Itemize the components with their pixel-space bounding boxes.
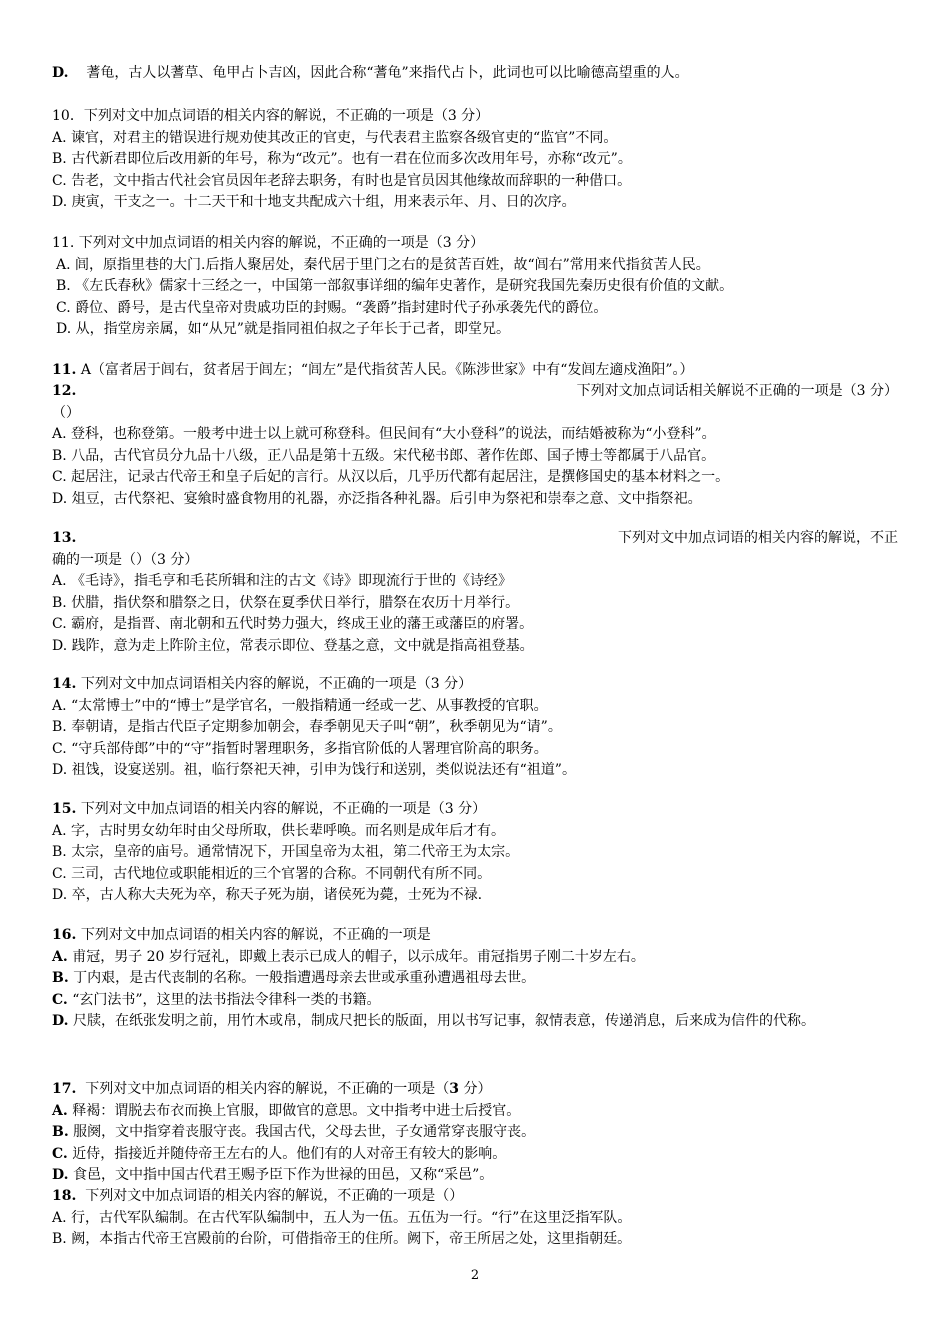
option-line: C. “守兵部侍郎”中的“守”指暂时署理职务，多指官阶低的人署理官阶高的职务。 [52,740,548,757]
answer-11 [52,360,898,382]
option-line: A. 字，古时男女幼年时由父母所取，供长辈呼唤。而名则是成年后才有。 [52,822,506,839]
option-text: 食邑，文中指中国古代君王赐予臣下作为世禄的田邑，又称“采邑”。 [72,1167,494,1183]
option-line: D. 庚寅，干支之一。十二天干和十地支共配成六十组，用来表示年、月、日的次序。 [52,194,576,210]
answer-blank: （） [52,404,80,421]
question-17 [52,1079,898,1187]
option-line: D. 祖饯，设宴送别。祖，临行祭祀天神，引申为饯行和送别，类似说法还有“祖道”。 [52,762,576,778]
question-number: 13. [52,530,77,546]
option-letter: C. [52,1145,68,1162]
option-text: 服阕，文中指穿着丧服守丧。我国古代，父母去世，子女通常穿丧服守丧。 [73,1124,536,1140]
option-line: A. 闾，原指里巷的大门.后指人聚居处，秦代居于里门之右的是贫苦百姓，故“闾右”常用来代指贫苦人民。 [56,256,710,273]
question-stem: 下列对文中加点词语的相关内容的解说，不正确的一项是（ [85,1081,450,1097]
question-stem: 11. 下列对文中加点词语的相关内容的解说，不正确的一项是（3 分） [52,235,485,251]
option-letter: A. [52,948,68,965]
option-line: B. 八品，古代官员分九品十八级，正八品是第十五级。宋代秘书郎、著作佐郎、国子博士等都属于八品官。 [52,447,716,464]
question-stem: 下列对文中加点词语的相关内容的解说，不正确的一项是 [80,927,431,943]
question-stem: 下列对文中加点词语的相关内容的解说，不正 [618,530,898,546]
option-text: “玄门法书”，这里的法书指法令律科一类的书籍。 [72,991,381,1008]
question-number: 15. [52,801,77,817]
question-number: 16. [52,927,77,943]
question-stem-end: 分） [463,1081,492,1097]
question-number: 14. [52,676,77,692]
option-line: B. 太宗，皇帝的庙号。通常情况下，开国皇帝为太祖，第二代帝王为太宗。 [52,844,520,860]
option-text: 释褐：谓脱去布衣而换上官服，即做官的意思。文中指考中进士后授官。 [72,1102,521,1119]
question-11 [52,233,898,341]
option-line: A. 登科，也称登第。一般考中进士以上就可称登科。但民间有“大小登科”的说法，而结婚被称为“小登科”。 [52,426,716,442]
question-14 [52,674,898,782]
question-number: 12. [52,383,77,399]
option-line: C. 告老，文中指古代社会官员因年老辞去职务，有时也是官员因其他缘故而辞职的一种借口。 [52,172,632,189]
option-text: 蓍龟，古人以蓍草、龟甲占卜吉凶，因此合称“蓍龟”来指代占卜，此词也可以比喻德高望重的人。 [86,65,689,81]
option-line: C. 三司，古代地位或职能相近的三个官署的合称。不同朝代有所不同。 [52,865,492,882]
option-line: A. 《毛诗》，指毛亨和毛苌所辑和注的古文《诗》即现流行于世的《诗经》 [52,573,513,589]
option-line: D. 俎豆，古代祭祀、宴飨时盛食物用的礼器，亦泛指各种礼器。后引申为祭祀和崇奉之意、文中指祭祀。 [52,490,702,507]
question-16 [52,925,898,1033]
option-line: B. 《左氏春秋》儒家十三经之一，中国第一部叙事详细的编年史著作，是研究我国先秦历史很有价值的文献。 [56,278,734,294]
question-12 [52,381,898,510]
answer-number: 11. [52,362,77,378]
option-letter: B. [52,1124,69,1140]
option-line: C. 爵位、爵号，是古代皇帝对贵戚功臣的封赐。“袭爵”指封建时代子孙承袭先代的爵位。 [56,299,608,316]
option-line: B. 奉朝请，是指古代臣子定期参加朝会，春季朝见天子叫“朝”，秋季朝见为“请”。 [52,719,562,735]
top-item [52,63,898,85]
question-stem: 下列对文中加点词语的相关内容的解说，不正确的一项是（） [85,1188,464,1204]
option-line: D. 践阼，意为走上阼阶主位，常表示即位、登基之意，文中就是指高祖登基。 [52,637,534,654]
option-letter: D. [52,65,69,81]
question-number: 17. [52,1081,77,1097]
question-score: 3 [449,1081,460,1097]
question-10 [52,106,898,214]
question-stem: 下列对文中加点词语的相关内容的解说，不正确的一项是（3 分） [80,801,487,817]
option-line: A. 谏官，对君主的错误进行规劝使其改正的官吏，与代表君主监察各级官吏的“监官”不同。 [52,129,618,146]
option-line: A. 行，古代军队编制。在古代军队编制中，五人为一伍。五伍为一行。“行”在这里泛指军队。 [52,1209,632,1226]
question-stem: 下列对文加点词话相关解说不正确的一项是（3 分） [576,383,898,399]
option-text: 丁内艰，是古代丧制的名称。一般指遭遇母亲去世或承重孙遭遇祖母去世。 [73,970,536,986]
option-line: A. “太常博士”中的“博士”是学官名，一般指精通一经或一艺、从事教授的官职。 [52,697,548,714]
question-stem: 下列对文中加点词语相关内容的解说，不正确的一项是（3 分） [80,676,473,692]
option-line: B. 伏腊，指伏祭和腊祭之日，伏祭在夏季伏日举行，腊祭在农历十月举行。 [52,594,520,611]
option-text: 尺牍，在纸张发明之前，用竹木或帛，制成尺把长的版面，用以书写记事，叙情表意，传递消息，后来成为信件的代称。 [72,1013,815,1029]
question-18 [52,1186,898,1251]
option-line: C. 霸府，是指晋、南北朝和五代时势力强大，终成王业的藩王或藩臣的府署。 [52,616,534,632]
question-15 [52,799,898,907]
option-line: B. 古代新君即位后改用新的年号，称为“改元”。也有一君在位而多次改用年号，亦称“改元”。 [52,151,632,167]
option-letter: D. [52,1167,69,1183]
option-line: B. 阙，本指古代帝王宫殿前的台阶，可借指帝王的住所。阙下，帝王所居之处，这里指朝廷。 [52,1231,632,1247]
option-letter: C. [52,991,68,1008]
answer-text: A（富者居于闾右，贫者居于闾左；“闾左”是代指贫苦人民。《陈涉世家》中有“发闾左適戍渔阳”。） [80,362,694,378]
option-text: 甫冠，男子 20 岁行冠礼，即戴上表示已成人的帽子，以示成年。甫冠指男子刚二十岁左右。 [72,948,645,965]
option-letter: A. [52,1102,68,1119]
option-letter: D. [52,1013,69,1029]
question-stem-cont: 确的一项是（）（3 分） [52,551,199,568]
option-line: D. 卒，古人称大夫死为卒，称天子死为崩，诸侯死为薨，士死为不禄. [52,887,483,903]
question-number: 18. [52,1188,77,1204]
question-13 [52,528,898,657]
option-line: D. 从，指堂房亲属，如“从兄”就是指同祖伯叔之子年长于己者，即堂兄。 [56,321,510,337]
option-letter: B. [52,970,69,986]
option-line: C. 起居注，记录古代帝王和皇子后妃的言行。从汉以后，几乎历代都有起居注，是撰修国史的基本材料之一。 [52,469,730,485]
option-text: 近侍，指接近并随侍帝王左右的人。他们有的人对帝王有较大的影响。 [72,1145,507,1162]
page-number: 2 [470,1268,480,1283]
question-stem: 10．下列对文中加点词语的相关内容的解说，不正确的一项是（3 分） [52,108,490,124]
